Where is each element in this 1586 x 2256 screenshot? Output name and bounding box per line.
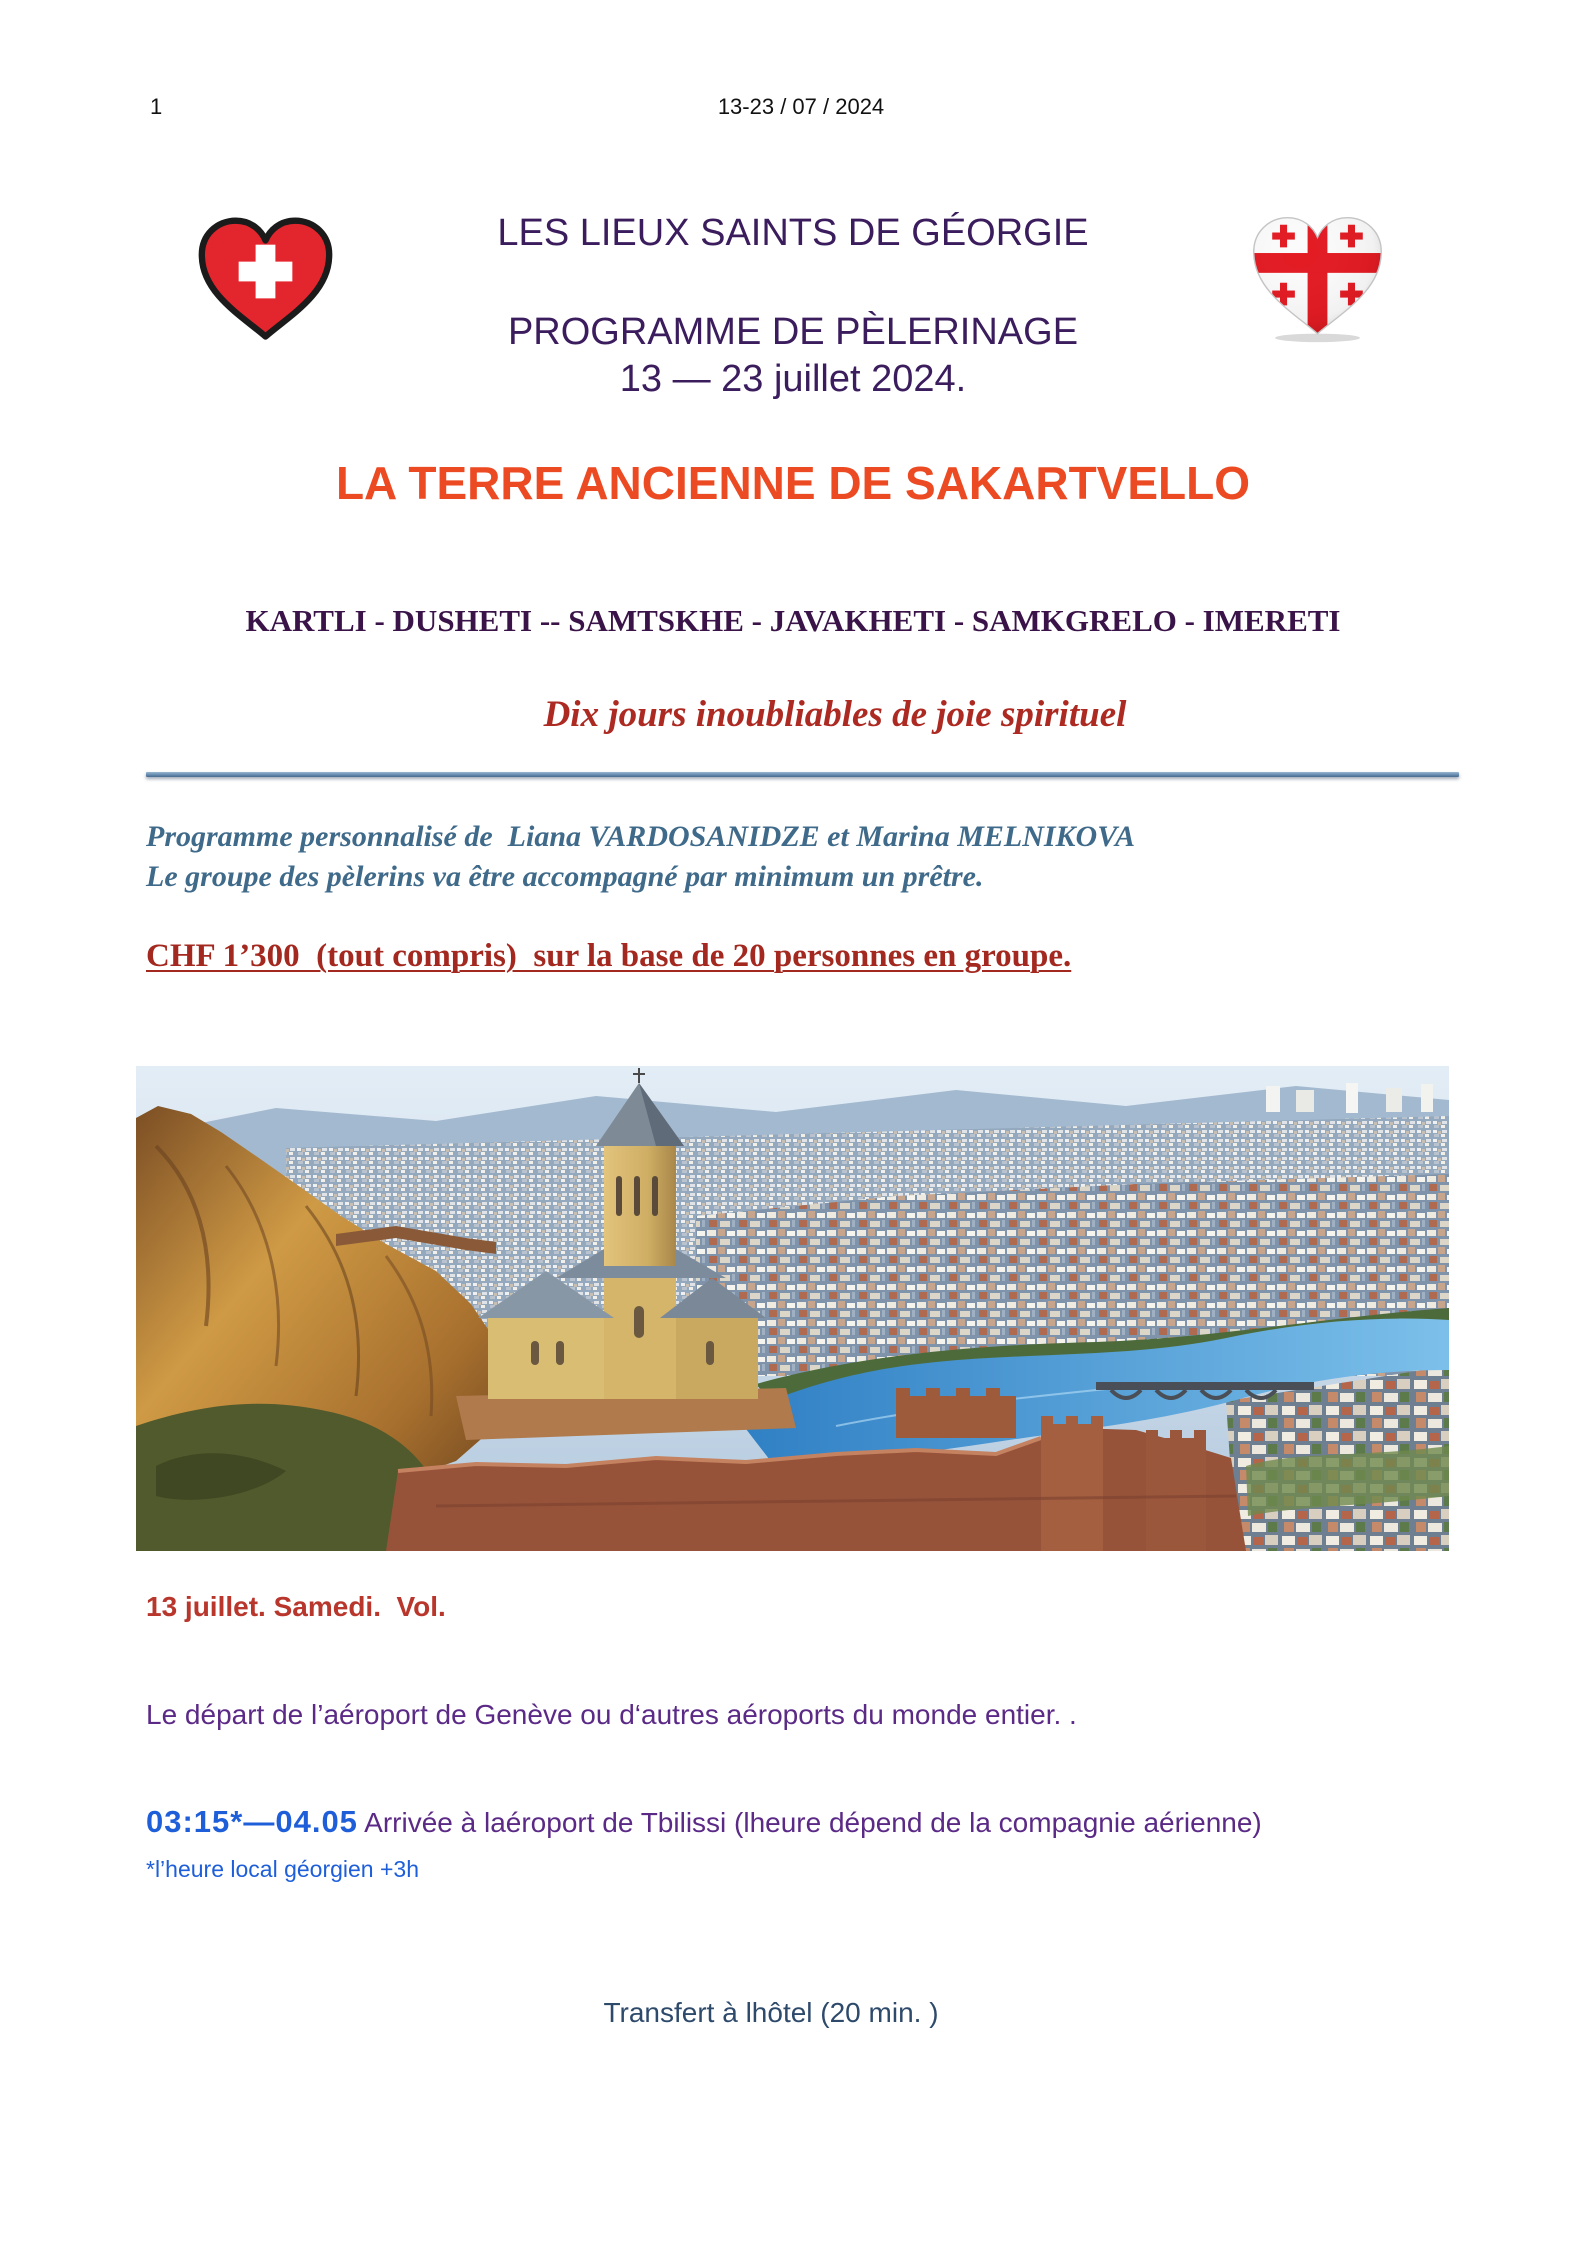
- headline: LA TERRE ANCIENNE DE SAKARTVELLO: [335, 457, 1251, 509]
- title-dates: 13 — 23 juillet 2024.: [619, 358, 967, 400]
- arrival-text: Arrivée à laéroport de Tbilissi (lheure dépend de la compagnie aérienne): [364, 1807, 1262, 1838]
- title-line-2: PROGRAMME DE PÈLERINAGE: [507, 311, 1079, 353]
- cover-photo: [136, 1066, 1449, 1551]
- horizontal-divider: [146, 772, 1459, 777]
- intro-line-1: Programme personnalisé de Liana VARDOSANIDZE et Marina MELNIKOVA: [146, 820, 1136, 853]
- price-line: CHF 1’300 (tout compris) sur la base de 20 personnes en groupe.: [146, 938, 1072, 974]
- title-line-1: LES LIEUX SAINTS DE GÉORGIE: [497, 212, 1089, 254]
- day-heading: 13 juillet. Samedi. Vol.: [146, 1591, 446, 1622]
- time-note: *l’heure local géorgien +3h: [146, 1856, 420, 1882]
- regions-list: KARTLI - DUSHETI -- SAMTSKHE - JAVAKHETI - SAMKGRELO - IMERETI: [245, 603, 1341, 638]
- departure-text: Le départ de l’aéroport de Genève ou d‘autres aéroports du monde entier. .: [146, 1699, 1077, 1730]
- arrival-time: 03:15*—04.05: [146, 1804, 358, 1839]
- transfer-text: Transfert à lhôtel (20 min. ): [603, 1997, 939, 2028]
- page-number: 1: [150, 94, 163, 119]
- arrival-line: [146, 1803, 1262, 1840]
- intro-line-2: Le groupe des pèlerins va être accompagné par minimum un prêtre.: [146, 860, 984, 893]
- tagline: Dix jours inoubliables de joie spirituel: [543, 694, 1127, 735]
- header-date: 13-23 / 07 / 2024: [717, 94, 885, 119]
